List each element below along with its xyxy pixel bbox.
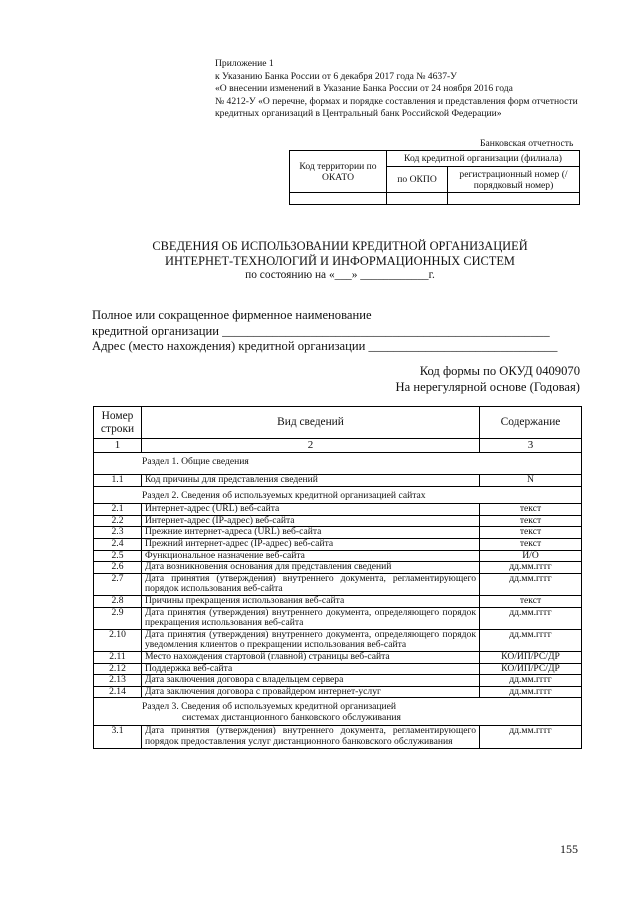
org-name-line-2: кредитной организации ____________________________________________________ <box>92 323 550 338</box>
table-row <box>94 663 582 675</box>
appendix-line-4: № 4212-У «О перечне, формах и порядке составления и представления форм отчетности кредитных организаций в Центральный банк Российской Федерации» <box>215 95 578 120</box>
org-name-line-1: Полное или сокращенное фирменное наименование <box>92 308 372 322</box>
row-content: текст <box>480 538 582 550</box>
row-number: 2.13 <box>94 675 142 687</box>
row-content: дд.мм.гггг <box>480 573 582 595</box>
row-number: 2.9 <box>94 607 142 629</box>
appendix-line-2: к Указанию Банка России от 6 декабря 2017 года № 4637-У <box>215 70 457 82</box>
row-text: Код причины для представления сведений <box>142 475 480 487</box>
section-1-header: Раздел 1. Общие сведения <box>94 453 582 475</box>
row-content: текст <box>480 515 582 527</box>
org-code-header: Код кредитной организации (филиала) <box>387 151 580 167</box>
form-code-block <box>380 363 580 395</box>
header-num-3: 3 <box>480 439 582 453</box>
row-content: КО/ИП/РС/ДР <box>480 663 582 675</box>
row-text: Дата принятия (утверждения) внутреннего документа, регламентирующего порядок предоставления услуг дистанционного банковского обслуживания <box>142 726 480 748</box>
row-content: текст <box>480 595 582 607</box>
table-row <box>94 527 582 539</box>
row-text: Прежний интернет-адрес (IP-адрес) веб-сайта <box>142 538 480 550</box>
row-content: дд.мм.гггг <box>480 607 582 629</box>
row-content: дд.мм.гггг <box>480 726 582 748</box>
table-row <box>94 651 582 663</box>
table-row <box>94 726 582 748</box>
territory-code-header: Код территории по ОКАТО <box>290 151 387 193</box>
appendix-line-1: Приложение 1 <box>215 58 274 69</box>
table-row <box>94 515 582 527</box>
reg-number-header: регистрационный номер (/порядковый номер) <box>448 167 580 193</box>
row-number: 2.12 <box>94 663 142 675</box>
section-3-header <box>94 698 582 726</box>
table-row <box>94 504 582 516</box>
section-2-header-line-1: Раздел 2. Сведения об используемых кредитной организацией сайтах <box>142 489 426 501</box>
header-num-2: 2 <box>142 439 480 453</box>
codes-table <box>289 150 580 205</box>
row-number: 2.7 <box>94 573 142 595</box>
row-text: Поддержка веб-сайта <box>142 663 480 675</box>
row-text: Дата заключения договора с провайдером интернет-услуг <box>142 686 480 698</box>
okud-code: Код формы по ОКУД 0409070 <box>419 364 580 378</box>
main-table <box>93 406 582 749</box>
form-period: На нерегулярной основе (Годовая) <box>395 380 580 394</box>
row-number: 2.2 <box>94 515 142 527</box>
row-text: Функциональное назначение веб-сайта <box>142 550 480 562</box>
header-row-number: Номер строки <box>94 407 142 439</box>
row-content: дд.мм.гггг <box>480 629 582 651</box>
row-content: КО/ИП/РС/ДР <box>480 651 582 663</box>
row-text: Дата возникновения основания для представления сведений <box>142 562 480 574</box>
appendix-header <box>215 58 595 121</box>
table-row <box>94 607 582 629</box>
org-address-line: Адрес (место нахождения) кредитной организации ______________________________ <box>92 339 558 354</box>
row-text: Причины прекращения использования веб-сайта <box>142 595 480 607</box>
row-number: 2.10 <box>94 629 142 651</box>
row-content: текст <box>480 527 582 539</box>
title-line-1: СВЕДЕНИЯ ОБ ИСПОЛЬЗОВАНИИ КРЕДИТНОЙ ОРГАНИЗАЦИЕЙ <box>152 239 528 253</box>
row-text: Место нахождения стартовой (главной) страницы веб-сайта <box>142 651 480 663</box>
table-row <box>94 573 582 595</box>
table-row <box>94 562 582 574</box>
row-text: Дата принятия (утверждения) внутреннего документа, определяющего порядок прекращения использования веб-сайта <box>142 607 480 629</box>
table-row <box>94 550 582 562</box>
row-content: текст <box>480 504 582 516</box>
title-date-line: по состоянию на «___» ____________г. <box>245 269 435 282</box>
row-number: 2.6 <box>94 562 142 574</box>
table-row <box>94 686 582 698</box>
header-content: Содержание <box>480 407 582 439</box>
header-num-1: 1 <box>94 439 142 453</box>
row-number: 2.3 <box>94 527 142 539</box>
row-content: дд.мм.гггг <box>480 675 582 687</box>
appendix-line-3: «О внесении изменений в Указание Банка России от 24 ноября 2016 года <box>215 83 513 95</box>
section-3-header-line-2: системах дистанционного банковского обслуживания <box>182 711 401 723</box>
row-text: Дата принятия (утверждения) внутреннего документа, определяющего порядок уведомления клиентов о прекращении использования веб-сайта <box>142 629 480 651</box>
table-row <box>94 595 582 607</box>
row-content: И/О <box>480 550 582 562</box>
row-number: 2.8 <box>94 595 142 607</box>
table-body <box>94 453 582 749</box>
row-number: 1.1 <box>94 475 142 487</box>
section-2-header <box>94 486 582 504</box>
row-number: 2.1 <box>94 504 142 516</box>
table-row <box>94 538 582 550</box>
row-text: Дата принятия (утверждения) внутреннего документа, регламентирующего порядок использования веб-сайта <box>142 573 480 595</box>
row-text: Интернет-адрес (URL) веб-сайта <box>142 504 480 516</box>
header-info-type: Вид сведений <box>142 407 480 439</box>
row-number: 2.5 <box>94 550 142 562</box>
row-text: Интернет-адрес (IP-адрес) веб-сайта <box>142 515 480 527</box>
table-row <box>94 475 582 487</box>
table-row <box>94 675 582 687</box>
territory-code-cell <box>290 193 387 205</box>
row-content: дд.мм.гггг <box>480 562 582 574</box>
row-content: N <box>480 475 582 487</box>
row-number: 3.1 <box>94 726 142 748</box>
document-title <box>80 239 600 283</box>
okpo-cell <box>387 193 448 205</box>
row-number: 2.4 <box>94 538 142 550</box>
row-text: Прежние интернет-адреса (URL) веб-сайта <box>142 527 480 539</box>
okpo-header: по ОКПО <box>387 167 448 193</box>
section-3-header-line-1: Раздел 3. Сведения об используемых кредитной организацией <box>142 701 397 713</box>
table-row <box>94 629 582 651</box>
page-number: 155 <box>560 842 578 856</box>
row-text: Дата заключения договора с владельцем сервера <box>142 675 480 687</box>
row-content: дд.мм.гггг <box>480 686 582 698</box>
bank-reporting-label: Банковская отчетность <box>480 138 574 149</box>
title-line-2: ИНТЕРНЕТ-ТЕХНОЛОГИЙ И ИНФОРМАЦИОННЫХ СИСТЕМ <box>165 253 515 268</box>
reg-number-cell <box>448 193 580 205</box>
organization-block <box>92 308 557 355</box>
row-number: 2.11 <box>94 651 142 663</box>
row-number: 2.14 <box>94 686 142 698</box>
